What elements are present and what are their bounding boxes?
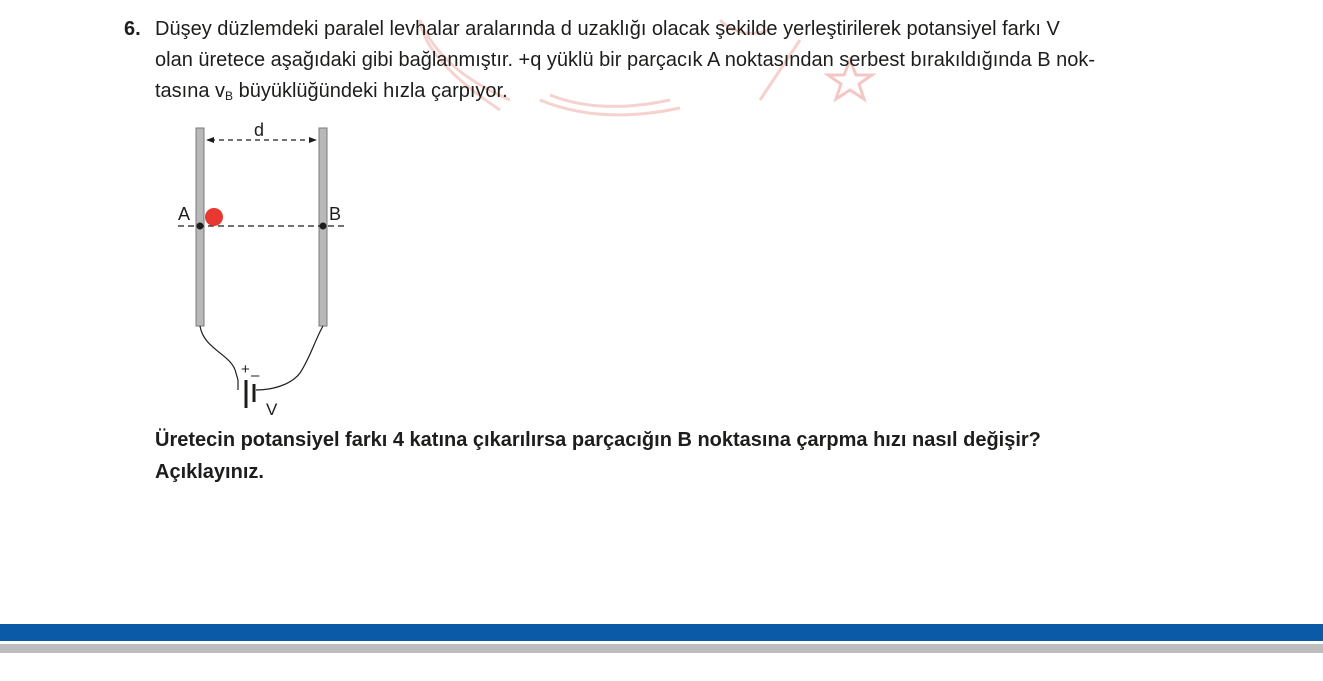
label-a: A — [178, 204, 191, 224]
wire-right — [256, 326, 323, 390]
label-v: V — [266, 400, 278, 418]
parallel-plates-diagram — [170, 118, 370, 418]
question-line-2: olan üretece aşağıdaki gibi bağlanmıştır. +q yüklü bir parçacık A noktasından serbest bırakıldığında B nok- — [155, 49, 1095, 71]
question-line-3 — [155, 76, 1244, 107]
question-line-3-suffix: büyüklüğündeki hızla çarpıyor. — [233, 80, 508, 102]
label-b: B — [329, 204, 342, 224]
arrowhead-right — [309, 137, 317, 143]
sub-question-line-1: Üretecin potansiyel farkı 4 katına çıkarılırsa parçacığın B noktasına çarpma hızı nasıl değişir? — [155, 429, 1041, 451]
sub-question-line-2: Açıklayınız. — [155, 461, 264, 483]
velocity-subscript: B — [225, 89, 234, 103]
question-number: 6. — [124, 18, 141, 40]
question-text — [155, 14, 1244, 107]
wire-left — [200, 326, 238, 380]
charged-particle — [205, 208, 223, 226]
label-minus: – — [251, 367, 260, 384]
point-a — [197, 223, 204, 230]
footer-gray-bar — [0, 644, 1323, 653]
point-b — [320, 223, 327, 230]
arrowhead-left — [206, 137, 214, 143]
label-d: d — [254, 120, 265, 140]
label-plus: + — [241, 361, 250, 378]
question-line-1: Düşey düzlemdeki paralel levhalar aralarında d uzaklığı olacak şekilde yerleştirilerek potansiyel farkı V — [155, 18, 1060, 40]
question-block — [124, 14, 1244, 107]
sub-question — [155, 424, 1041, 488]
question-line-3-prefix: tasına v — [155, 80, 226, 102]
footer-blue-bar — [0, 624, 1323, 641]
